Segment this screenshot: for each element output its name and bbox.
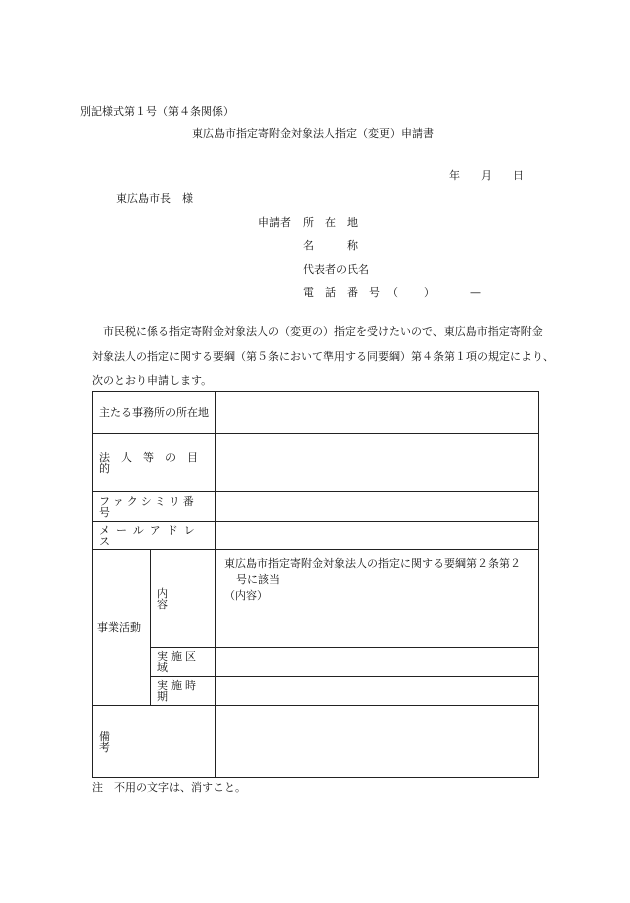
purpose-value-cell[interactable] [216, 434, 539, 492]
content-label: 内 容 [157, 586, 207, 611]
body-line-2: 対象法人の指定に関する要綱（第５条において準用する同要綱）第４条第１項の規定により、 [92, 350, 554, 363]
main-office-value-cell[interactable] [216, 392, 539, 434]
document-title: 東広島市指定寄附金対象法人指定（変更）申請書 [192, 127, 434, 140]
date-day: 日 [513, 169, 524, 182]
remarks-label-cell [93, 706, 276, 778]
period-label-cell [151, 677, 216, 706]
period-label: 実施時期 [157, 679, 199, 703]
period-value-cell[interactable] [216, 677, 539, 706]
applicant-label: 申請者 [258, 216, 291, 229]
remarks-label: 備 考 [99, 729, 276, 754]
content-label-cell [151, 550, 216, 648]
email-label: メールアドレス [99, 523, 201, 548]
email-label-cell [93, 522, 216, 550]
purpose-label: 法 人 等 の 目 的 [99, 450, 209, 475]
representative-name-label: 代表者の氏名 [303, 263, 369, 276]
form-number: 別記様式第１号（第４条関係） [80, 105, 234, 118]
date-month: 月 [481, 169, 492, 182]
footnote: 注 不用の文字は、消すこと。 [92, 781, 246, 794]
content-line-1: 東広島市指定寄附金対象法人の指定に関する要綱第２条第２ [224, 557, 521, 570]
purpose-label-cell [93, 434, 216, 492]
content-line-2: 号に該当 [236, 573, 280, 586]
fax-label: ファクシミリ番号 [99, 494, 197, 519]
fax-value-cell[interactable] [216, 492, 539, 522]
body-line-3: 次のとおり申請します。 [92, 374, 213, 387]
phone-dash: — [470, 286, 481, 299]
area-label: 実施区域 [157, 650, 199, 674]
phone-paren-close: ） [424, 286, 435, 299]
email-value-cell[interactable] [216, 522, 539, 550]
fax-label-cell [93, 492, 216, 522]
date-year: 年 [449, 169, 460, 182]
area-label-cell [151, 648, 216, 677]
applicant-name-label: 名 称 [303, 239, 358, 252]
phone-paren-open: （ [387, 286, 398, 299]
addressee: 東広島市長 様 [116, 192, 193, 205]
content-value-cell[interactable] [216, 550, 539, 648]
activities-label: 事業活動 [97, 621, 141, 634]
applicant-location-label: 所 在 地 [303, 216, 358, 229]
main-office-label-cell [93, 392, 216, 434]
activities-label-cell [93, 550, 151, 706]
area-value-cell[interactable] [216, 648, 539, 677]
content-line-3: （内容） [224, 589, 268, 602]
main-office-label: 主たる事務所の所在地 [99, 406, 209, 419]
body-line-1: 市民税に係る指定寄附金対象法人の（変更の）指定を受けたいので、東広島市指定寄附金 [103, 325, 543, 338]
application-table [92, 391, 539, 778]
phone-number-label: 電 話 番 号 [303, 286, 380, 299]
